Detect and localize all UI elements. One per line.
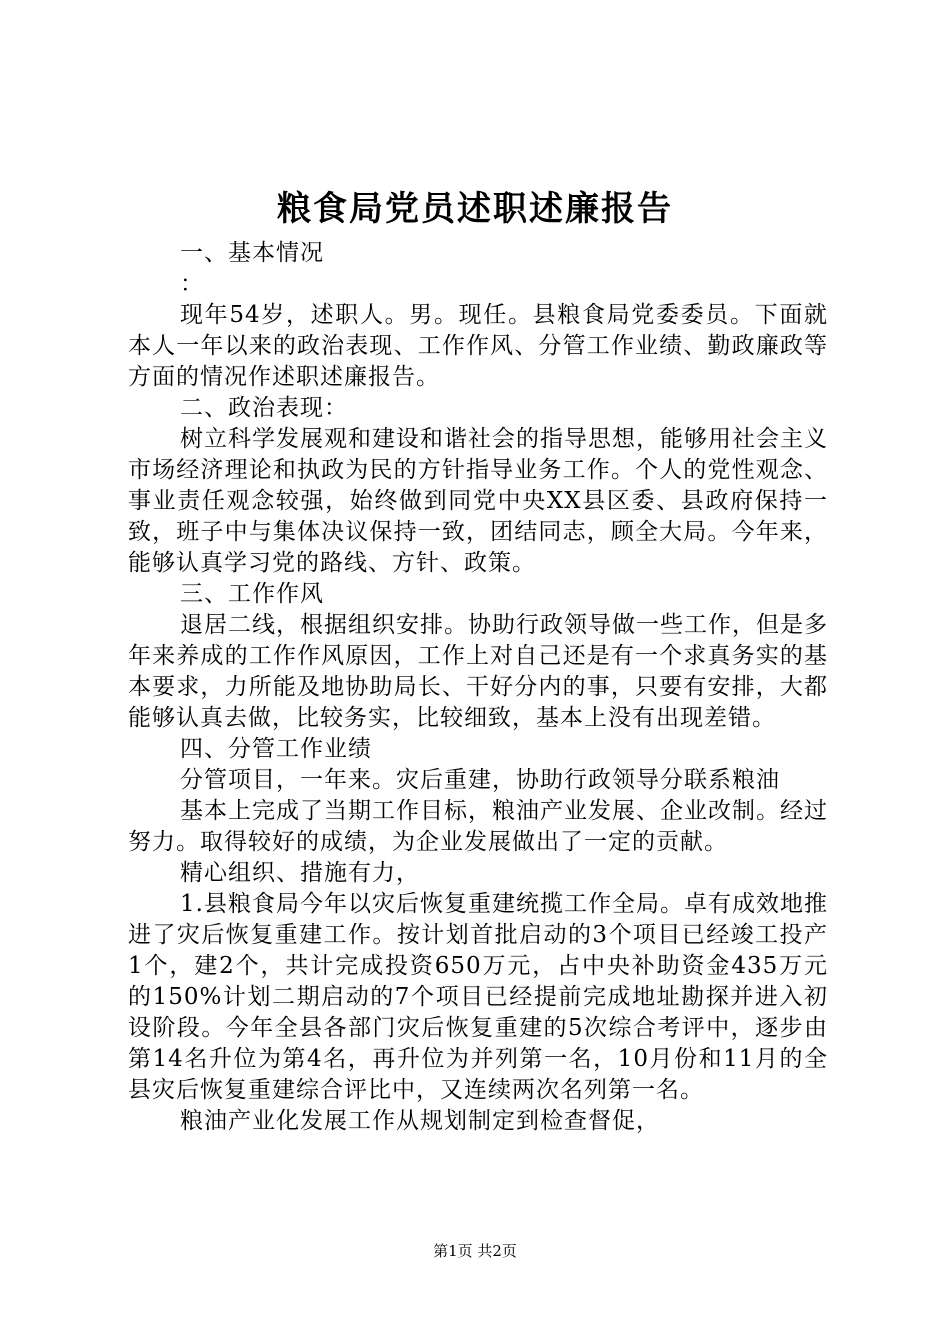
- paragraph-organization: 精心组织、措施有力，: [180, 860, 420, 886]
- paragraph-work-style: 退居二线，根据组织安排。协助行政领导做一些工作，但是多年来养成的工作作风原因，工作上对自己还是有一个求真务实的基本要求，力所能及地协助局长、干好分内的事，只要有安排，大都能够认真去做，比较务实，比较细致，基本上没有出现差错。: [128, 612, 828, 731]
- paragraph-politics: 树立科学发展观和建设和谐社会的指导思想，能够用社会主义市场经济理论和执政为民的方针指导业务工作。个人的党性观念、事业责任观念较强，始终做到同党中央XX县区委、县政府保持一致，班子中与集体决议保持一致，团结同志，顾全大局。今年来，能够认真学习党的路线、方针、政策。: [128, 426, 828, 576]
- section-heading-performance: 四、分管工作业绩: [180, 736, 372, 762]
- page-number-footer: 第1页 共2页: [433, 1242, 517, 1260]
- paragraph-intro: 现年54岁，述职人。男。现任。县粮食局党委委员。下面就本人一年以来的政治表现、工作作风、分管工作业绩、勤政廉政等方面的情况作述职述廉报告。: [128, 302, 828, 390]
- paragraph-colon: ：: [180, 271, 204, 297]
- document-body: [128, 238, 828, 1137]
- paragraph-achievements: 基本上完成了当期工作目标，粮油产业发展、企业改制。经过努力。取得较好的成绩，为企业发展做出了一定的贡献。: [128, 798, 828, 855]
- section-heading-work-style: 三、工作作风: [180, 581, 324, 607]
- document-title: 粮食局党员述职述廉报告: [277, 189, 673, 229]
- paragraph-item-1: 1.县粮食局今年以灾后恢复重建统揽工作全局。卓有成效地推进了灾后恢复重建工作。按计划首批启动的3个项目已经竣工投产1个，建2个，共计完成投资650万元，占中央补助资金435万元的150%计划二期启动的7个项目已经提前完成地址勘探并进入初设阶段。今年全县各部门灾后恢复重建的5次综合考评中，逐步由第14名升位为第4名，再升位为并列第一名，10月份和11月的全县灾后恢复重建综合评比中，又连续两次名列第一名。: [128, 891, 828, 1103]
- paragraph-industrialization: 粮油产业化发展工作从规划制定到检查督促，: [180, 1108, 660, 1134]
- paragraph-projects: 分管项目，一年来。灾后重建，协助行政领导分联系粮油: [180, 767, 780, 793]
- section-heading-politics: 二、政治表现：: [180, 395, 348, 421]
- section-heading-basic: 一、基本情况: [180, 240, 324, 266]
